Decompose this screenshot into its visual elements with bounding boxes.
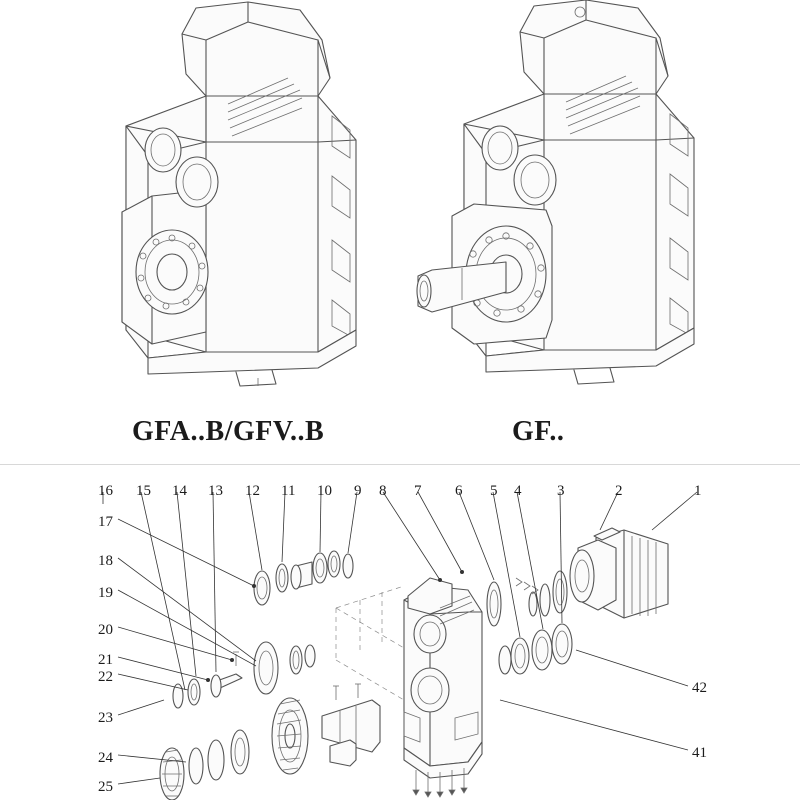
callout-number-3: 3 [557, 483, 565, 499]
callout-number-16: 16 [98, 483, 113, 499]
caption-left-model: GFA..B/GFV..B [132, 416, 325, 447]
gearbox-assembly-left [122, 2, 356, 386]
callout-number-15: 15 [136, 483, 151, 499]
callout-number-23: 23 [98, 710, 113, 726]
callout-number-13: 13 [208, 483, 223, 499]
callout-number-7: 7 [414, 483, 422, 499]
exploded-parts-view [103, 492, 697, 800]
callout-number-8: 8 [379, 483, 387, 499]
callout-number-41: 41 [692, 745, 707, 761]
callout-number-20: 20 [98, 622, 113, 638]
callout-number-24: 24 [98, 750, 113, 766]
callout-number-12: 12 [245, 483, 260, 499]
callout-number-5: 5 [490, 483, 498, 499]
callout-number-17: 17 [98, 514, 113, 530]
callout-number-6: 6 [455, 483, 463, 499]
callout-number-21: 21 [98, 652, 113, 668]
callout-number-14: 14 [172, 483, 187, 499]
callout-number-22: 22 [98, 669, 113, 685]
callout-number-19: 19 [98, 585, 113, 601]
callout-number-2: 2 [615, 483, 623, 499]
callout-number-42: 42 [692, 680, 707, 696]
callout-number-4: 4 [514, 483, 522, 499]
caption-right-model: GF.. [512, 416, 565, 447]
callout-number-1: 1 [694, 483, 702, 499]
section-divider [0, 464, 800, 465]
gearbox-assembly-right [417, 0, 694, 384]
callout-number-10: 10 [317, 483, 332, 499]
callout-number-9: 9 [354, 483, 362, 499]
callout-number-25: 25 [98, 779, 113, 795]
callout-number-18: 18 [98, 553, 113, 569]
callout-number-11: 11 [281, 483, 296, 499]
